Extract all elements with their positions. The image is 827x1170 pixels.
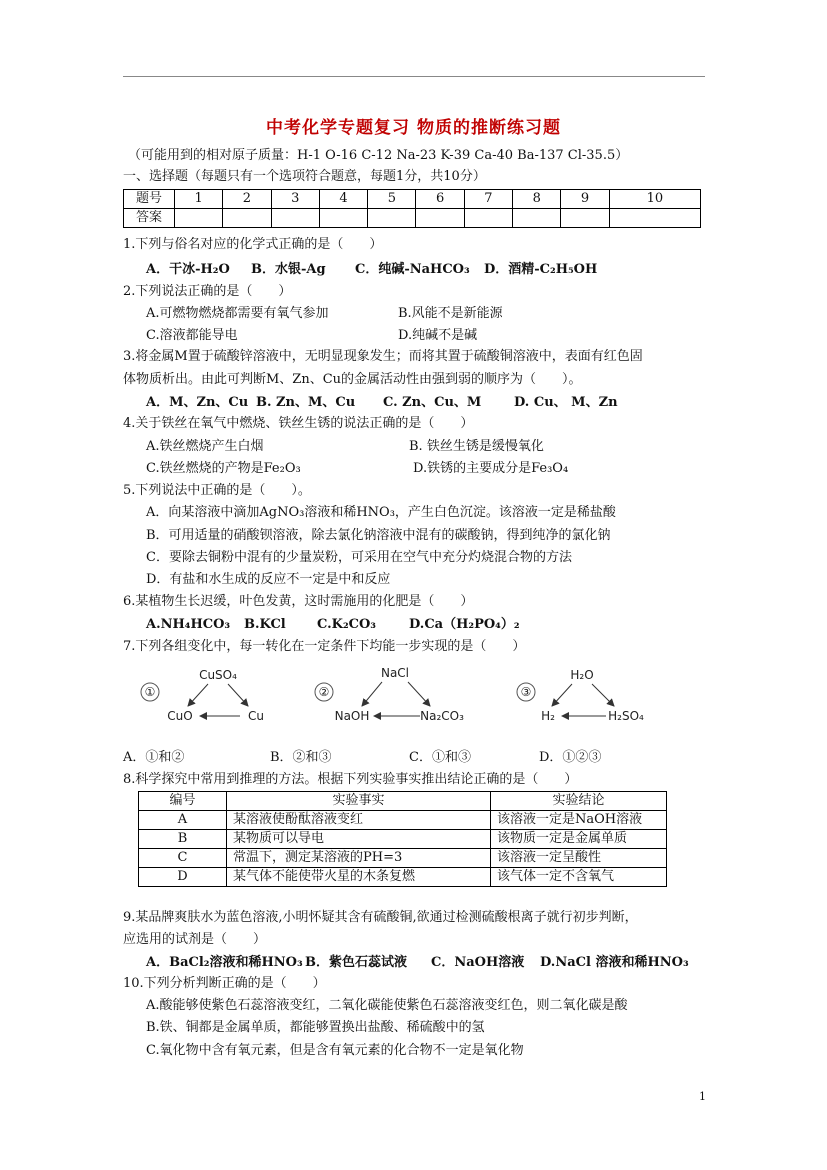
q5-option-b: B．可用适量的硝酸钡溶液，除去氯化钠溶液中混有的碳酸钠，得到纯净的氯化钠: [146, 528, 611, 543]
q4-option-d: D.铁锈的主要成分是Fe₃O₄: [413, 461, 569, 476]
q10-option-c: C.氧化物中含有氧元素，但是含有氧元素的化合物不一定是氧化物: [146, 1043, 524, 1058]
diagram-3: [517, 668, 644, 723]
answer-cell[interactable]: [464, 209, 512, 228]
question-6-stem: 6.某植物生长迟缓，叶色发黄，这时需施用的化肥是（ ）: [123, 594, 474, 609]
answer-cell[interactable]: [561, 209, 609, 228]
q9-option-c: C．NaOH溶液: [431, 955, 525, 970]
header-rule: [123, 76, 705, 77]
q7-option-b: B．②和③: [270, 750, 332, 765]
q2-option-c: C.溶液都能导电: [146, 328, 238, 343]
diagram-2-number: ②: [318, 685, 330, 699]
page-number: 1: [699, 1090, 706, 1103]
table-cell: 常温下，测定某溶液的PH=3: [227, 849, 491, 868]
diagram-3-right-formula: H₂SO₄: [608, 709, 644, 723]
table-cell: D: [139, 868, 227, 887]
grid-label: 答案: [124, 209, 175, 228]
question-1-stem: 1.下列与俗名对应的化学式正确的是（ ）: [123, 237, 383, 252]
q2-option-b: B.风能不是新能源: [398, 306, 503, 321]
q6-option-d: D.Ca（H₂PO₄）₂: [409, 617, 520, 632]
table-cell: A: [139, 811, 227, 830]
answer-cell[interactable]: [271, 209, 319, 228]
q10-option-a: A.酸能够使紫色石蕊溶液变红，二氧化碳能使紫色石蕊溶液变红色，则二氧化碳是酸: [146, 998, 628, 1013]
table-cell: 某气体不能使带火星的木条复燃: [227, 868, 491, 887]
answer-cell[interactable]: [416, 209, 464, 228]
answer-grid-answer-row: [124, 209, 701, 228]
diagram-2-arrow: [408, 682, 430, 706]
q3-option-d: D. Cu、 M、Zn: [514, 395, 618, 410]
q7-option-c: C．①和③: [409, 750, 471, 765]
q5-option-d: D．有盐和水生成的反应不一定是中和反应: [146, 572, 391, 587]
q4-option-c: C.铁丝燃烧的产物是Fe₂O₃: [146, 461, 301, 476]
q3-option-c: C. Zn、Cu、M: [383, 395, 482, 410]
q2-option-d: D.纯碱不是碱: [398, 328, 478, 343]
grid-number: 3: [271, 190, 319, 209]
diagram-1-number: ①: [144, 685, 156, 699]
q4-option-b: B. 铁丝生锈是缓慢氧化: [409, 439, 544, 454]
table-row: [139, 849, 667, 868]
q1-option-d: D．酒精-C₂H₅OH: [484, 262, 598, 277]
q1-option-c: C．纯碱-NaHCO₃: [355, 262, 470, 277]
question-3-stem-line2: 体物质析出。由此可判断M、Zn、Cu的金属活动性由强到弱的顺序为（ ）。: [123, 372, 582, 387]
grid-number: 6: [416, 190, 464, 209]
grid-label: 题号: [124, 190, 175, 209]
table-row: [139, 830, 667, 849]
q7-option-d: D．①②③: [539, 750, 602, 765]
question-9-stem-line1: 9.某品牌爽肤水为蓝色溶液,小明怀疑其含有硫酸铜,欲通过检测硫酸根离子就行初步判断，: [123, 910, 638, 925]
diagram-3-arrow: [592, 684, 614, 706]
question-4-stem: 4.关于铁丝在氧气中燃烧、铁丝生锈的说法正确的是（ ）: [123, 416, 474, 431]
table-cell: 该气体一定不含氧气: [491, 868, 667, 887]
diagram-2-left-formula: NaOH: [334, 709, 370, 723]
grid-number: 2: [223, 190, 271, 209]
q1-option-a: A．干冰-H₂O: [146, 262, 230, 277]
diagram-2-arrow: [362, 682, 382, 706]
question-3-stem-line1: 3.将金属M置于硫酸锌溶液中，无明显现象发生；而将其置于硫酸铜溶液中，表面有红色固: [123, 349, 643, 364]
grid-number: 10: [609, 190, 700, 209]
atomic-masses-note: （可能用到的相对原子质量：H-1 O-16 C-12 Na-23 K-39 Ca-40 Ba-137 Cl-35.5）: [128, 148, 629, 163]
q6-option-a: A.NH₄HCO₃: [146, 617, 231, 632]
table-header: 实验事实: [227, 792, 491, 811]
diagram-3-left-formula: H₂: [541, 709, 555, 723]
q7-option-a: A．①和②: [123, 750, 185, 765]
answer-cell[interactable]: [609, 209, 700, 228]
question-9-stem-line2: 应选用的试剂是（ ）: [123, 932, 267, 947]
section-heading: 一、选择题（每题只有一个选项符合题意，每题1分，共10分）: [123, 169, 486, 184]
diagram-1-arrow: [228, 684, 248, 706]
table-header-row: [139, 792, 667, 811]
grid-number: 7: [464, 190, 512, 209]
q3-option-b: B. Zn、M、Cu: [256, 395, 356, 410]
answer-cell[interactable]: [223, 209, 271, 228]
table-cell: 某物质可以导电: [227, 830, 491, 849]
experiment-table: [138, 791, 667, 887]
q9-option-d: D.NaCl 溶液和稀HNO₃: [540, 955, 689, 970]
diagram-3-top-formula: H₂O: [570, 668, 594, 682]
grid-number: 1: [175, 190, 223, 209]
q5-option-c: C．要除去铜粉中混有的少量炭粉，可采用在空气中充分灼烧混合物的方法: [146, 550, 572, 565]
q9-option-a: A．BaCl₂溶液和稀HNO₃: [146, 955, 303, 970]
table-row: [139, 868, 667, 887]
diagram-1-arrow: [188, 684, 208, 706]
table-cell: 该溶液一定是NaOH溶液: [491, 811, 667, 830]
table-cell: 某溶液使酚酞溶液变红: [227, 811, 491, 830]
answer-grid-number-row: [124, 190, 701, 209]
table-cell: C: [139, 849, 227, 868]
grid-number: 8: [513, 190, 561, 209]
table-cell: B: [139, 830, 227, 849]
page-title: 中考化学专题复习 物质的推断练习题: [266, 118, 561, 138]
question-7-stem: 7.下列各组变化中，每一转化在一定条件下均能一步实现的是（ ）: [123, 639, 526, 654]
answer-cell[interactable]: [175, 209, 223, 228]
grid-number: 5: [368, 190, 416, 209]
diagram-1: [141, 668, 264, 723]
q9-option-b: B．紫色石蕊试液: [305, 955, 407, 970]
answer-cell[interactable]: [319, 209, 367, 228]
answer-cell[interactable]: [368, 209, 416, 228]
diagram-1-right-formula: Cu: [248, 709, 264, 723]
table-header: 实验结论: [491, 792, 667, 811]
answer-grid: [123, 189, 701, 228]
diagram-1-left-formula: CuO: [167, 709, 193, 723]
diagram-2-top-formula: NaCl: [380, 666, 410, 680]
table-cell: 该物质一定是金属单质: [491, 830, 667, 849]
grid-number: 9: [561, 190, 609, 209]
q5-option-a: A．向某溶液中滴加AgNO₃溶液和稀HNO₃，产生白色沉淀。该溶液一定是稀盐酸: [146, 505, 616, 520]
question-8-stem: 8.科学探究中常用到推理的方法。根据下列实验事实推出结论正确的是（ ）: [123, 772, 578, 787]
diagram-2: [315, 666, 464, 723]
grid-number: 4: [319, 190, 367, 209]
table-row: [139, 811, 667, 830]
q3-option-a: A．M、Zn、Cu: [146, 395, 249, 410]
q4-option-a: A.铁丝燃烧产生白烟: [146, 439, 264, 454]
diagram-2-right-formula: Na₂CO₃: [420, 709, 464, 723]
question-10-stem: 10.下列分析判断正确的是（ ）: [123, 976, 326, 991]
diagram-3-arrow: [552, 684, 572, 706]
q6-option-c: C.K₂CO₃: [317, 617, 377, 632]
q10-option-b: B.铁、铜都是金属单质，都能够置换出盐酸、稀硫酸中的氢: [146, 1020, 485, 1035]
question-2-stem: 2.下列说法正确的是（ ）: [123, 284, 292, 299]
diagram-3-number: ③: [520, 685, 532, 699]
q1-option-b: B．水银-Ag: [251, 262, 326, 277]
q6-option-b: B.KCl: [244, 617, 286, 632]
diagram-1-top-formula: CuSO₄: [199, 668, 237, 682]
table-cell: 该溶液一定呈酸性: [491, 849, 667, 868]
answer-cell[interactable]: [513, 209, 561, 228]
table-header: 编号: [139, 792, 227, 811]
q2-option-a: A.可燃物燃烧都需要有氧气参加: [146, 306, 329, 321]
q7-conversion-diagrams: [130, 662, 690, 732]
question-5-stem: 5.下列说法中正确的是（ ）。: [123, 483, 311, 498]
